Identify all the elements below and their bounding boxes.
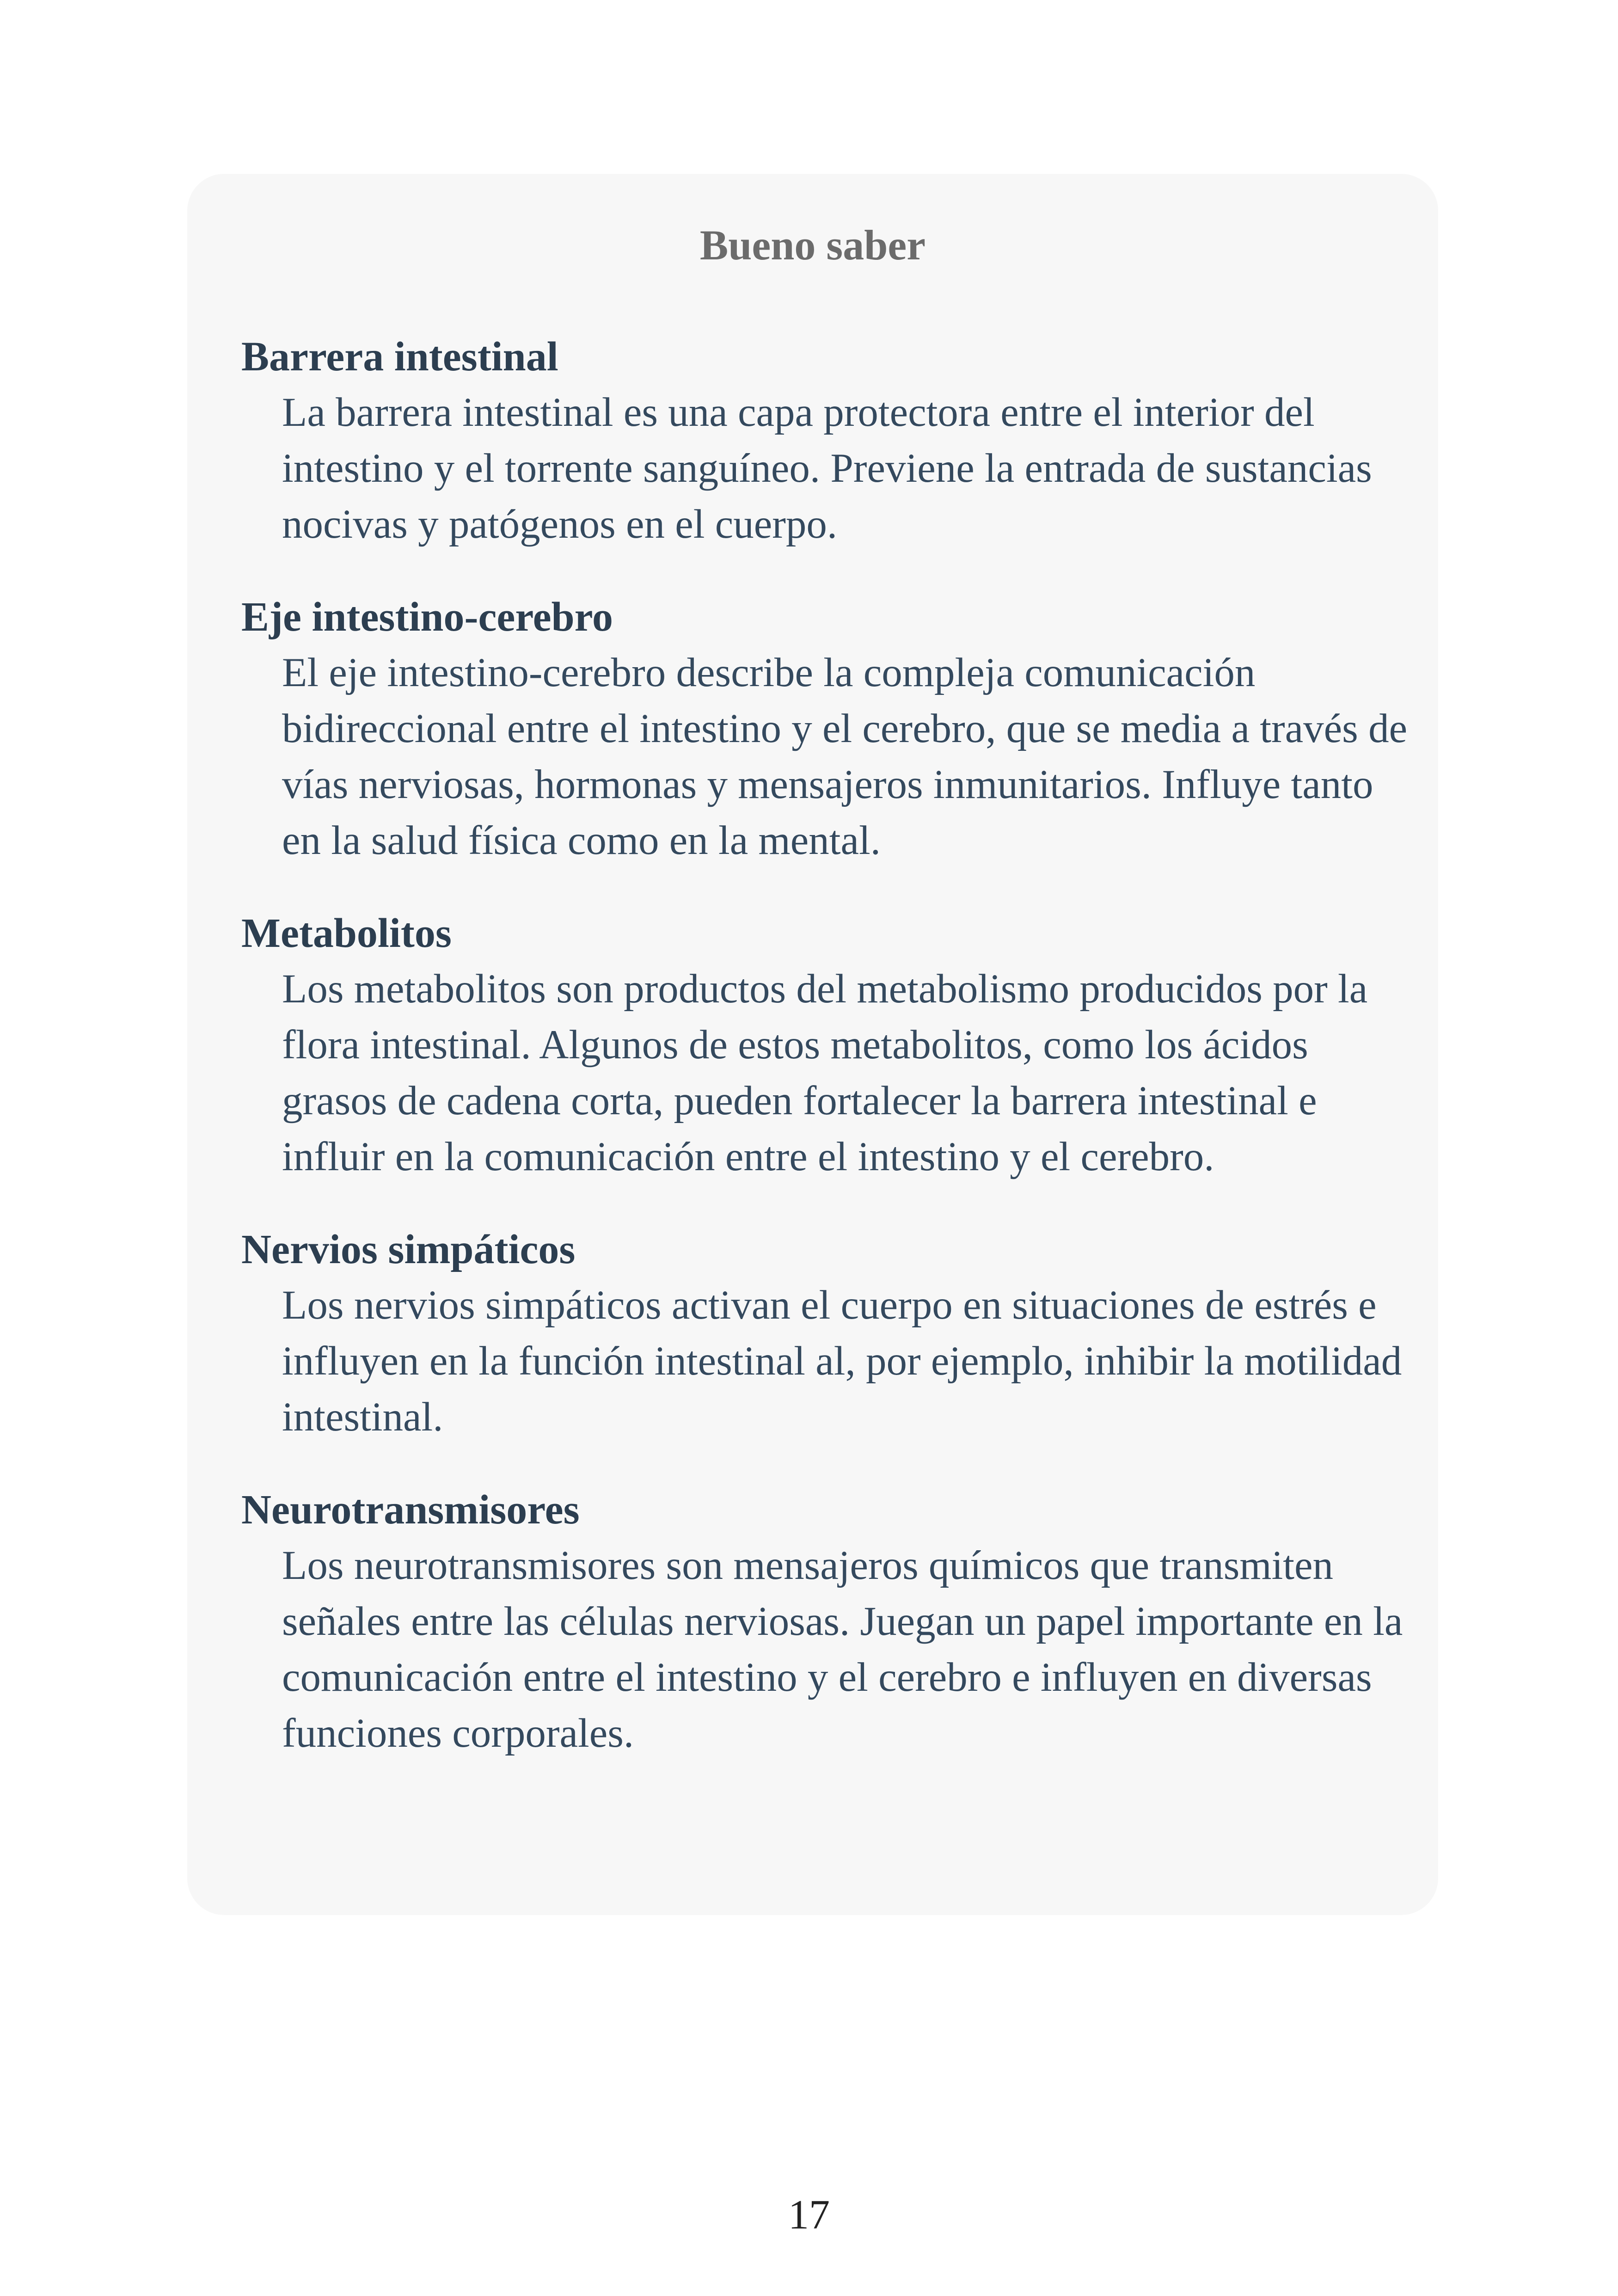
glossary-entry xyxy=(241,908,1425,1185)
glossary-term: Metabolitos xyxy=(241,910,452,956)
glossary-definition: Los neurotransmisores son mensajeros químicos que transmiten señales entre las células nerviosas. Juegan un papel importante en la comunicación entre el intestino y el cerebro e influyen en diversas funciones corporales. xyxy=(282,1543,1403,1756)
glossary-term: Neurotransmisores xyxy=(241,1487,580,1533)
glossary-definition: La barrera intestinal es una capa protectora entre el interior del intestino y el torrente sanguíneo. Previene la entrada de sustancias nocivas y patógenos en el cuerpo. xyxy=(282,390,1372,547)
glossary-term: Nervios simpáticos xyxy=(241,1227,576,1272)
glossary-definition: El eje intestino-cerebro describe la compleja comunicación bidireccional entre el intestino y el cerebro, que se media a través de vías nerviosas, hormonas y mensajeros inmunitarios. Influye tanto en la salud física como en la mental. xyxy=(282,650,1408,863)
glossary-entry xyxy=(241,1484,1425,1762)
glossary-entry xyxy=(241,591,1425,869)
glossary-definition: Los metabolitos son productos del metabolismo producidos por la flora intestinal. Algunos de estos metabolitos, como los ácidos grasos de cadena corta, pueden fortalecer la barrera intestinal e influir en la comunicación entre el intestino y el cerebro. xyxy=(282,966,1368,1179)
info-box-title: Bueno saber xyxy=(699,221,926,269)
glossary-entry xyxy=(241,331,1425,553)
glossary-entry xyxy=(241,1224,1425,1445)
info-box xyxy=(187,174,1438,1915)
glossary-term: Barrera intestinal xyxy=(241,334,558,380)
glossary-list xyxy=(241,331,1425,1762)
glossary-term: Eje intestino-cerebro xyxy=(241,594,613,640)
glossary-definition: Los nervios simpáticos activan el cuerpo en situaciones de estrés e influyen en la función intestinal al, por ejemplo, inhibir la motilidad intestinal. xyxy=(282,1283,1402,1440)
page-number: 17 xyxy=(788,2192,830,2238)
